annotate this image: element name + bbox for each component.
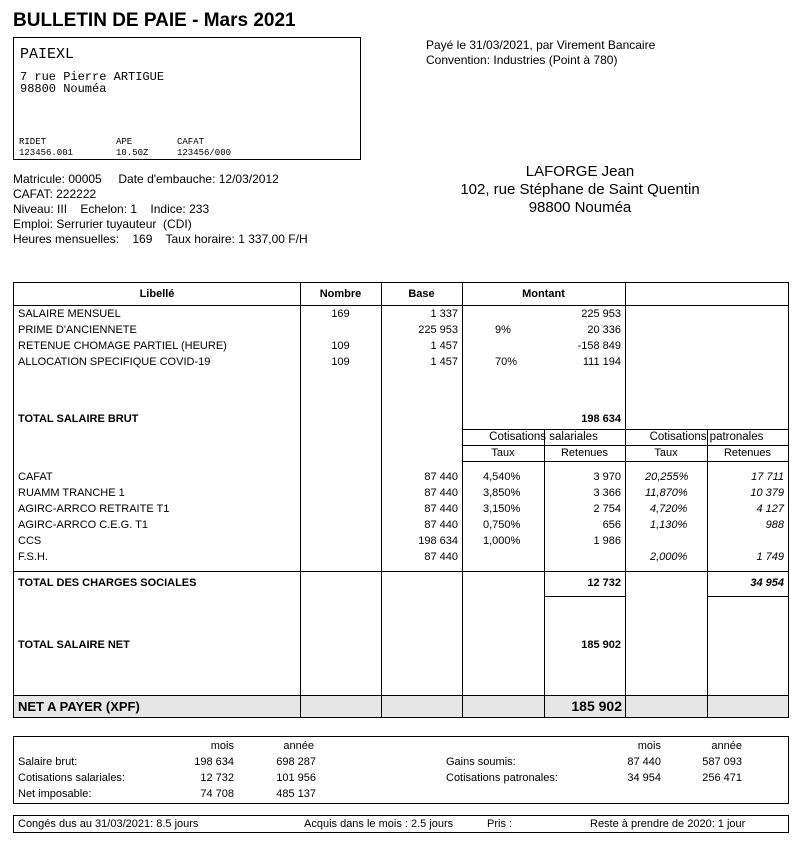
header-montant: Montant: [522, 288, 565, 300]
document-title: BULLETIN DE PAIE - Mars 2021: [13, 10, 296, 31]
cotisations-salariales-header: Cotisations salariales: [489, 431, 598, 443]
ape-value: 10.50Z: [116, 148, 149, 158]
payment-date: Payé le 31/03/2021, par Virement Bancaire: [426, 38, 656, 52]
cafat-label: CAFAT: [177, 137, 205, 147]
pat-taux-header: Taux: [654, 447, 678, 459]
recipient-address-1: 102, rue Stéphane de Saint Quentin: [460, 181, 700, 198]
summary-mois-header: mois: [210, 740, 234, 752]
header-base: Base: [408, 288, 435, 300]
ape-label: APE: [116, 137, 133, 147]
recipient-address-2: 98800 Nouméa: [528, 199, 632, 216]
employee-line-1: Matricule: 00005 Date d'embauche: 12/03/2012: [13, 172, 279, 186]
employee-line-3: Niveau: III Echelon: 1 Indice: 233: [13, 202, 210, 216]
conges-reste: Reste à prendre de 2020: 1 jour: [590, 818, 746, 830]
sal-taux-header: Taux: [491, 447, 515, 459]
total-charges-sal: 12 732: [587, 577, 621, 589]
total-brut-label: TOTAL SALAIRE BRUT: [18, 413, 139, 425]
ridet-label: RIDET: [19, 137, 47, 147]
payment-info: [426, 38, 655, 68]
employer-box: [13, 37, 361, 160]
cumulative-summary: mois année mois année Salaire brut: 198 634 698 287 Cotisations salariales: 12 732 101 956 Net imposable: 74 708 485 137 Gains soumis: 87 440 587 093 Cotisations patronales: 34 954 256 471: [13, 736, 789, 804]
summary-mois-header-right: mois: [637, 740, 661, 752]
header-libelle: Libellé: [139, 288, 175, 300]
convention: Convention: Industries (Point à 780): [426, 53, 618, 67]
employee-line-2: CAFAT: 222222: [13, 187, 97, 201]
total-charges-label: TOTAL DES CHARGES SOCIALES: [18, 577, 197, 589]
payslip-table: Libellé Nombre Base Montant SALAIRE MENSUEL 169 1 337 225 953 PRIME D'ANCIENNETE 225 953 9% 20 336 RETENUE CHOMAGE PARTIEL (HEURE) 109 1 457 -158 849 ALLOCATION SPECIFIQUE COVID-19 109 1 457 70% 111 194 TOTAL SALAIRE BRUT 198 634 Cotisations salariales Cotisations patronales Taux Retenues Taux Retenues CAFAT 87 440 4,540% 3 970 20,255% 17 711 RUAMM TRANCHE 1 87 440 3,850% 3 366 11,870% 10 379 AGIRC-ARRCO RETRAITE T1 87 440 3,150% 2 754 4,720% 4 127 AGIRC-ARRCO C.E.G. T1 87 440 0,750% 656 1,130% 988 CCS 198 634 1,000% 1 986 F.S.H. 87 440 2,000% 1 749 TOTAL DES CHARGES SOCIALES 12 732 34 954 TOTAL SALAIRE NET 185 902 NET A PAYER (XPF) 185 902: [13, 282, 789, 718]
employee-line-5: Heures mensuelles: 169 Taux horaire: 1 337,00 F/H: [13, 232, 308, 246]
pat-retenues-header: Retenues: [723, 447, 772, 459]
employee-info: [13, 172, 308, 247]
ridet-value: 123456.001: [19, 148, 74, 158]
sal-retenues-header: Retenues: [560, 447, 609, 459]
net-pay-value: 185 902: [571, 698, 622, 714]
summary-annee-header: année: [283, 740, 314, 752]
recipient-name: LAFORGE Jean: [525, 163, 635, 180]
cafat-value: 123456/000: [177, 148, 232, 158]
recipient-address: [400, 163, 760, 217]
header-nombre: Nombre: [319, 288, 362, 300]
total-charges-pat: 34 954: [750, 577, 784, 589]
conges-bar: [13, 815, 789, 833]
total-net-label: TOTAL SALAIRE NET: [18, 639, 130, 651]
total-brut-value: 198 634: [581, 413, 621, 425]
conges-dus: Congés dus au 31/03/2021: 8.5 jours: [18, 818, 199, 830]
employer-address: 7 rue Pierre ARTIGUE 98800 Nouméa: [20, 70, 165, 96]
cotisations-patronales-header: Cotisations patronales: [649, 431, 764, 443]
conges-acquis: Acquis dans le mois : 2.5 jours: [304, 818, 454, 830]
summary-annee-header-right: année: [711, 740, 742, 752]
employee-line-4: Emploi: Serrurier tuyauteur (CDI): [13, 217, 192, 231]
employer-name: PAIEXL: [20, 46, 75, 63]
conges-pris: Pris :: [487, 818, 513, 830]
total-net-value: 185 902: [581, 639, 621, 651]
net-pay-label: NET A PAYER (XPF): [18, 699, 140, 714]
